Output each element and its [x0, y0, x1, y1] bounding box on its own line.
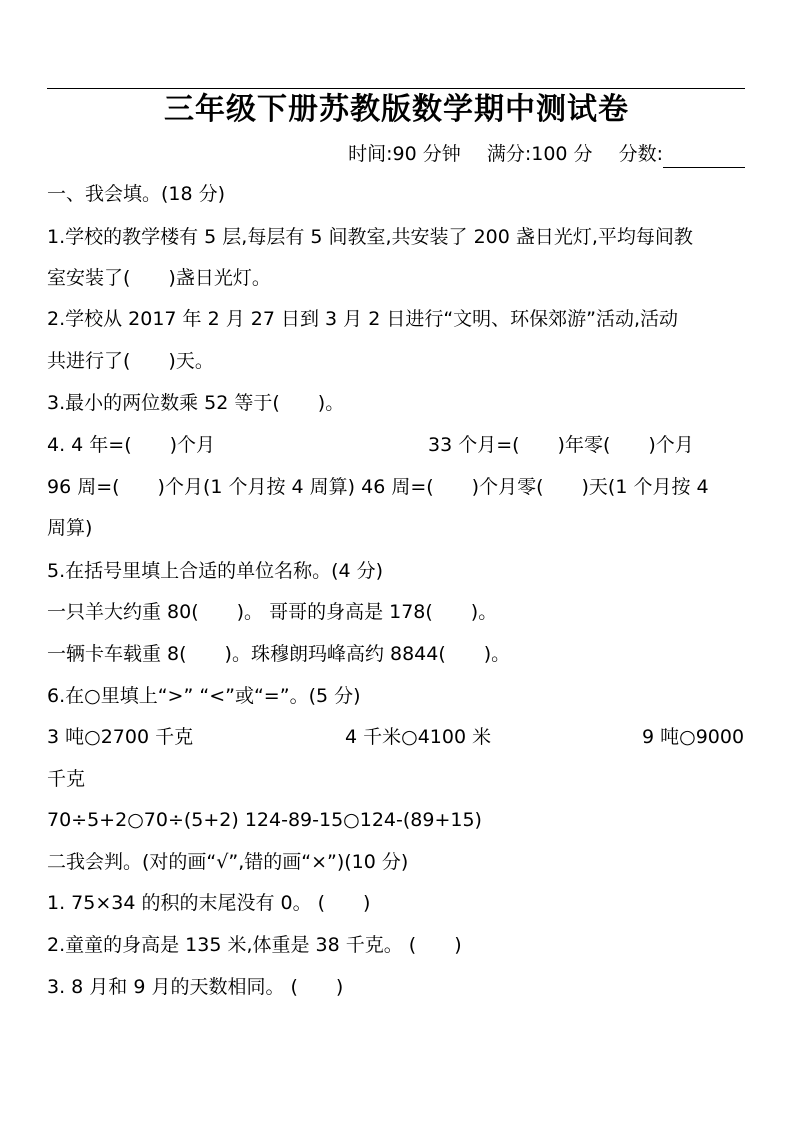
- score-label: 分数:: [618, 143, 663, 165]
- top-rule: [47, 88, 745, 89]
- time-info: 时间:90 分钟: [348, 143, 461, 165]
- q5-line-2: 一辆卡车载重 8( )。珠穆朗玛峰高约 8844( )。: [47, 643, 511, 665]
- q1-line-2: 室安装了( )盏日光灯。: [47, 267, 271, 289]
- judge-q1: 1. 75×34 的积的末尾没有 0。 ( ): [47, 892, 371, 914]
- q6-line-2: 70÷5+2○70÷(5+2) 124-89-15○124-(89+15): [47, 809, 482, 831]
- score-blank[interactable]: [663, 147, 745, 168]
- q5-heading: 5.在括号里填上合适的单位名称。(4 分): [47, 560, 384, 582]
- section-2-heading: 二我会判。(对的画“√”,错的画“×”)(10 分): [47, 851, 409, 873]
- q4-line-1a: 4. 4 年=( )个月: [47, 434, 216, 456]
- full-score-info: 满分:100 分: [486, 143, 593, 165]
- q6-item-3: 9 吨○9000: [642, 726, 745, 748]
- q2-line-1: 2.学校从 2017 年 2 月 27 日到 3 月 2 日进行“文明、环保郊游”活动,活动: [47, 308, 679, 330]
- q6-heading: 6.在○里填上“>” “<”或“=”。(5 分): [47, 685, 361, 707]
- q6-item-3-cont: 千克: [47, 768, 86, 790]
- section-1-heading: 一、我会填。(18 分): [47, 183, 226, 205]
- q1-line-1: 1.学校的教学楼有 5 层,每层有 5 间教室,共安装了 200 盏日光灯,平均每间教: [47, 226, 693, 248]
- q4-line-1b: 33 个月=( )年零( )个月: [428, 434, 694, 456]
- q4-line-2: 96 周=( )个月(1 个月按 4 周算) 46 周=( )个月零( )天(1 个月按 4: [47, 476, 709, 498]
- q6-item-2: 4 千米○4100 米: [345, 726, 492, 748]
- judge-q3: 3. 8 月和 9 月的天数相同。 ( ): [47, 976, 344, 998]
- q5-line-1: 一只羊大约重 80( )。 哥哥的身高是 178( )。: [47, 601, 498, 623]
- q2-line-2: 共进行了( )天。: [47, 350, 214, 372]
- q3-line: 3.最小的两位数乘 52 等于( )。: [47, 392, 345, 414]
- judge-q2: 2.童童的身高是 135 米,体重是 38 千克。 ( ): [47, 934, 462, 956]
- page-title: 三年级下册苏教版数学期中测试卷: [164, 92, 629, 127]
- exam-meta: [348, 140, 745, 168]
- q4-line-3: 周算): [47, 517, 93, 539]
- q6-item-1: 3 吨○2700 千克: [47, 726, 194, 748]
